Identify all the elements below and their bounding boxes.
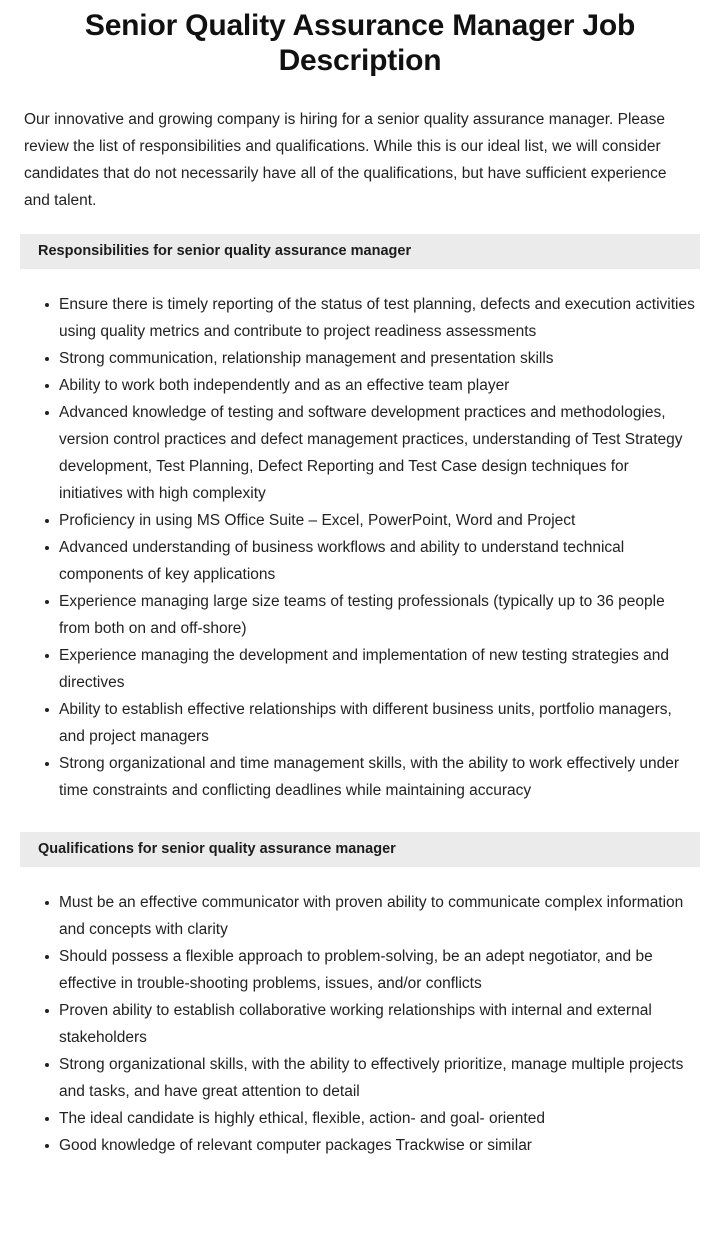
list-item: Advanced understanding of business workflows and ability to understand technical components of key applications bbox=[0, 534, 696, 588]
list-item: Strong communication, relationship management and presentation skills bbox=[0, 345, 696, 372]
list-item: Proficiency in using MS Office Suite – Excel, PowerPoint, Word and Project bbox=[0, 507, 696, 534]
qualifications-list bbox=[0, 867, 720, 1159]
list-item: Must be an effective communicator with proven ability to communicate complex information and concepts with clarity bbox=[0, 889, 696, 943]
list-item: Experience managing large size teams of testing professionals (typically up to 36 people from both on and off-shore) bbox=[0, 588, 696, 642]
list-item: Good knowledge of relevant computer packages Trackwise or similar bbox=[0, 1132, 696, 1159]
list-item: Experience managing the development and implementation of new testing strategies and directives bbox=[0, 642, 696, 696]
qualifications-section bbox=[0, 832, 720, 1167]
responsibilities-section bbox=[0, 234, 720, 812]
list-item: Strong organizational and time management skills, with the ability to work effectively under time constraints and conflicting deadlines while maintaining accuracy bbox=[0, 750, 696, 804]
list-item: Ensure there is timely reporting of the status of test planning, defects and execution activities using quality metrics and contribute to project readiness assessments bbox=[0, 291, 696, 345]
list-item: Ability to establish effective relationships with different business units, portfolio managers, and project managers bbox=[0, 696, 696, 750]
responsibilities-list bbox=[0, 269, 720, 804]
qualifications-section-header: Qualifications for senior quality assurance manager bbox=[20, 832, 700, 867]
qualifications-section-body bbox=[0, 867, 720, 1167]
list-item: Should possess a flexible approach to problem-solving, be an adept negotiator, and be effective in trouble-shooting problems, issues, and/or conflicts bbox=[0, 943, 696, 997]
list-item: The ideal candidate is highly ethical, flexible, action- and goal- oriented bbox=[0, 1105, 696, 1132]
page-bottom-spacer bbox=[0, 1167, 720, 1183]
intro-paragraph: Our innovative and growing company is hiring for a senior quality assurance manager. Please review the list of responsibilities and qualifications. While this is our ideal list, we will consider candidates that do not necessarily have all of the qualifications, but have sufficient experience and talent. bbox=[24, 111, 667, 209]
list-item: Advanced knowledge of testing and software development practices and methodologies, version control practices and defect management practices, understanding of Test Strategy development, Test Planning, Defect Reporting and Test Case design techniques for initiatives with high complexity bbox=[0, 399, 696, 507]
list-item: Proven ability to establish collaborative working relationships with internal and external stakeholders bbox=[0, 997, 696, 1051]
list-item: Ability to work both independently and as an effective team player bbox=[0, 372, 696, 399]
responsibilities-section-header: Responsibilities for senior quality assurance manager bbox=[20, 234, 700, 269]
page-title: Senior Quality Assurance Manager Job Description bbox=[84, 9, 636, 77]
list-item: Strong organizational skills, with the ability to effectively prioritize, manage multiple projects and tasks, and have great attention to detail bbox=[0, 1051, 696, 1105]
responsibilities-section-body bbox=[0, 269, 720, 812]
